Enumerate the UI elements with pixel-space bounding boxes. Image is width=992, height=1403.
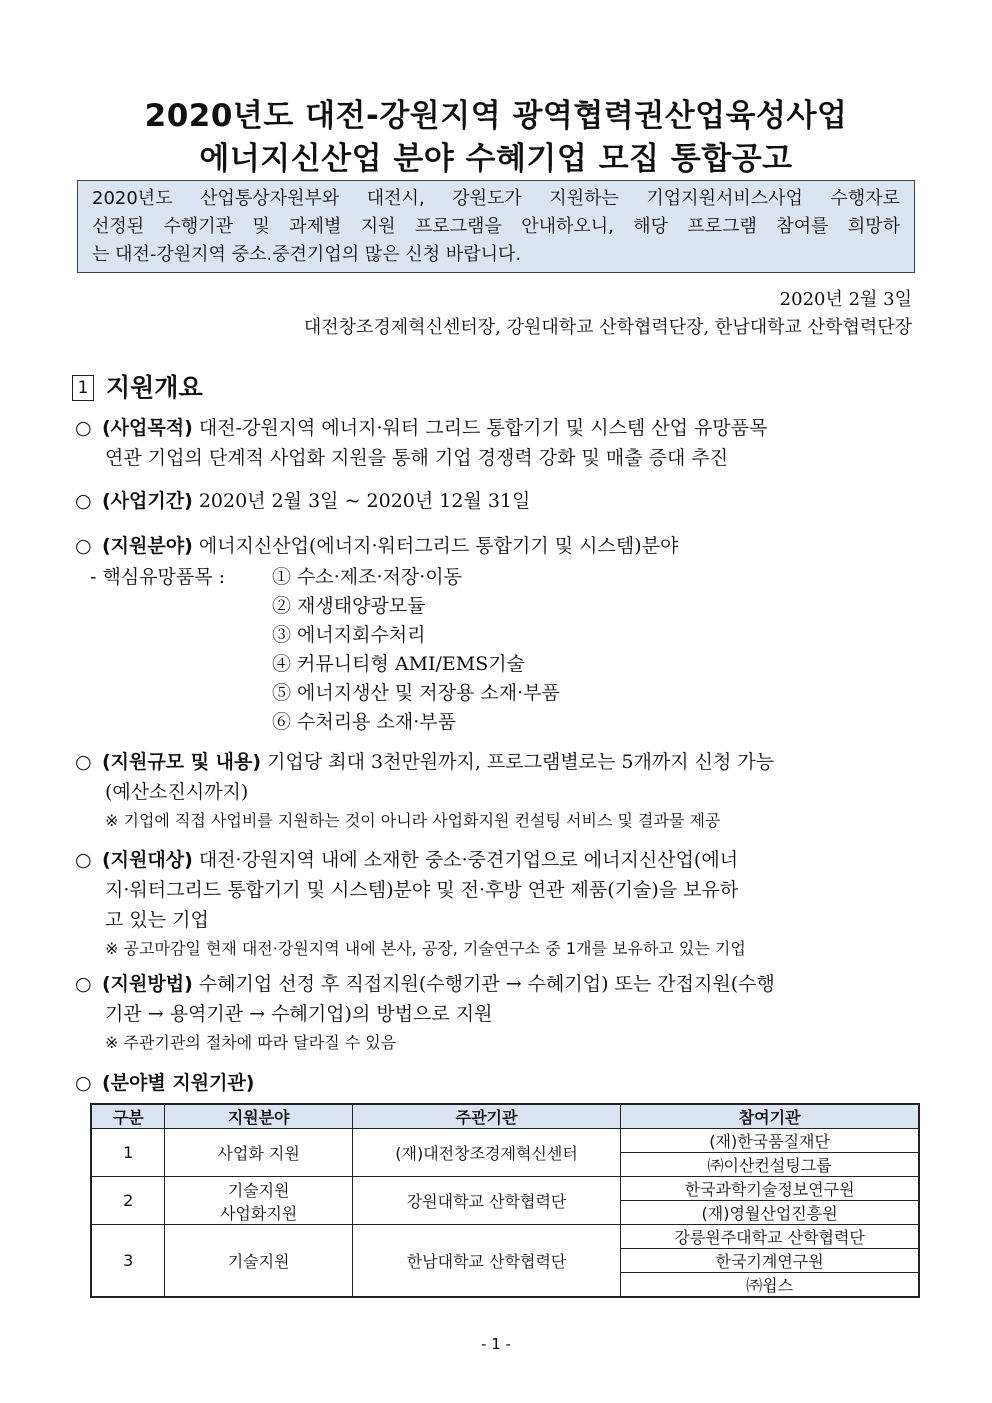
period-text: 2020년 2월 3일 ~ 2020년 12월 31일 (198, 490, 531, 512)
field-text: 에너지신산업(에너지·워터그리드 통합기기 및 시스템)분야 (198, 535, 679, 557)
target-paragraph (75, 845, 923, 963)
partner-org: (재)한국품질재단 (621, 1129, 919, 1153)
intro-line: 는 대전-강원지역 중소.중견기업의 많은 신청 바랍니다. (92, 244, 522, 265)
method-text: 기관 → 용역기관 → 수혜기업)의 방법으로 지원 (105, 1003, 493, 1025)
lead-org: 강원대학교 산학협력단 (352, 1177, 620, 1225)
table-row (91, 1225, 919, 1249)
partner-org: ㈜이산컨설팅그룹 (621, 1153, 919, 1177)
method-label: (지원방법) (102, 973, 193, 995)
method-paragraph (75, 969, 923, 1057)
core-items-label: - 핵심유망품목 : (90, 566, 226, 588)
lead-org: 한남대학교 산학협력단 (352, 1225, 620, 1298)
scale-paragraph (75, 747, 923, 835)
bullet-icon: ○ (75, 490, 92, 512)
list-item: ⑥ 수처리용 소재·부품 (272, 711, 456, 733)
partner-org: 강릉원주대학교 산학협력단 (621, 1225, 919, 1249)
target-text: 고 있는 기업 (105, 909, 209, 931)
bullet-icon: ○ (75, 1072, 92, 1094)
method-note: ※ 주관기관의 절차에 따라 달라질 수 있음 (105, 1033, 397, 1052)
row-number: 1 (91, 1129, 165, 1177)
document-title-line1: 2020년도 대전-강원지역 광역협력권산업육성사업 (144, 98, 848, 134)
table-header: 구분 (91, 1104, 165, 1129)
page-number: - 1 - (481, 1335, 511, 1353)
list-item: ④ 커뮤니티형 AMI/EMS기술 (272, 653, 525, 675)
orgs-label: (분야별 지원기관) (102, 1072, 255, 1094)
support-field: 사업화 지원 (165, 1129, 353, 1177)
announcement-date: 2020년 2월 3일 (779, 289, 912, 310)
target-text: 지·워터그리드 통합기기 및 시스템)분야 및 전·후방 연관 제품(기술)을 보유하 (105, 879, 739, 901)
support-field-line: 사업화지원 (219, 1203, 298, 1223)
target-note: ※ 공고마감일 현재 대전·강원지역 내에 본사, 공장, 기술연구소 중 1개를 보유하고 있는 기업 (105, 939, 746, 958)
support-orgs-table (90, 1103, 920, 1298)
scale-text: (예산소진시까지) (105, 781, 249, 803)
support-field: 기술지원 (165, 1225, 353, 1298)
target-label: (지원대상) (102, 849, 193, 871)
partner-org: 한국기계연구원 (621, 1249, 919, 1273)
bullet-icon: ○ (75, 973, 92, 995)
partner-org: ㈜윕스 (621, 1273, 919, 1298)
intro-line: 2020년도 산업통상자원부와 대전시, 강원도가 지원하는 기업지원서비스사업 수행자로 (92, 188, 900, 209)
period-paragraph (75, 486, 923, 516)
row-number: 2 (91, 1177, 165, 1225)
period-label: (사업기간) (102, 490, 193, 512)
orgs-paragraph (75, 1068, 923, 1098)
row-number: 3 (91, 1225, 165, 1298)
partner-org: (재)영월산업진흥원 (621, 1201, 919, 1225)
intro-line: 선정된 수행기관 및 과제별 지원 프로그램을 안내하오니, 해당 프로그램 참여를 희망하 (92, 216, 900, 237)
scale-label: (지원규모 및 내용) (102, 751, 262, 773)
intro-box (77, 180, 915, 273)
table-row (91, 1177, 919, 1201)
table-header: 참여기관 (621, 1104, 919, 1129)
field-label: (지원분야) (102, 535, 193, 557)
section-number: 1 (72, 375, 94, 401)
partner-org: 한국과학기술정보연구원 (621, 1177, 919, 1201)
bullet-icon: ○ (75, 417, 92, 439)
table-header-row (91, 1104, 919, 1129)
support-field-line: 기술지원 (227, 1180, 290, 1200)
list-item: ① 수소·제조·저장·이동 (272, 566, 462, 588)
purpose-text: 대전-강원지역 에너지·워터 그리드 통합기기 및 시스템 산업 유망품목 (198, 417, 768, 439)
scale-note: ※ 기업에 직접 사업비를 지원하는 것이 아니라 사업화지원 컨설팅 서비스 및 결과물 제공 (105, 811, 721, 830)
purpose-label: (사업목적) (102, 417, 193, 439)
table-header: 지원분야 (165, 1104, 353, 1129)
issuer-line: 대전창조경제혁신센터장, 강원대학교 산학협력단장, 한남대학교 산학협력단장 (303, 317, 912, 338)
scale-text: 기업당 최대 3천만원까지, 프로그램별로는 5개까지 신청 가능 (267, 751, 775, 773)
section-title: 지원개요 (106, 373, 203, 402)
list-item: ③ 에너지회수처리 (272, 624, 426, 646)
support-field (165, 1177, 353, 1225)
bullet-icon: ○ (75, 751, 92, 773)
bullet-icon: ○ (75, 535, 92, 557)
list-item: ② 재생태양광모듈 (272, 595, 426, 617)
section-heading (72, 368, 203, 404)
field-paragraph (75, 531, 923, 561)
target-text: 대전·강원지역 내에 소재한 중소·중견기업으로 에너지신산업(에너 (198, 849, 739, 871)
table-row (91, 1129, 919, 1153)
bullet-icon: ○ (75, 849, 92, 871)
purpose-paragraph (75, 413, 923, 473)
lead-org: (재)대전창조경제혁신센터 (352, 1129, 620, 1177)
purpose-text: 연관 기업의 단계적 사업화 지원을 통해 기업 경쟁력 강화 및 매출 증대 추진 (105, 447, 729, 469)
list-item: ⑤ 에너지생산 및 저장용 소재·부품 (272, 682, 560, 704)
document-title-line2: 에너지신산업 분야 수혜기업 모집 통합공고 (199, 141, 793, 177)
table-header: 주관기관 (352, 1104, 620, 1129)
method-text: 수혜기업 선정 후 직접지원(수행기관 → 수혜기업) 또는 간접지원(수행 (198, 973, 775, 995)
